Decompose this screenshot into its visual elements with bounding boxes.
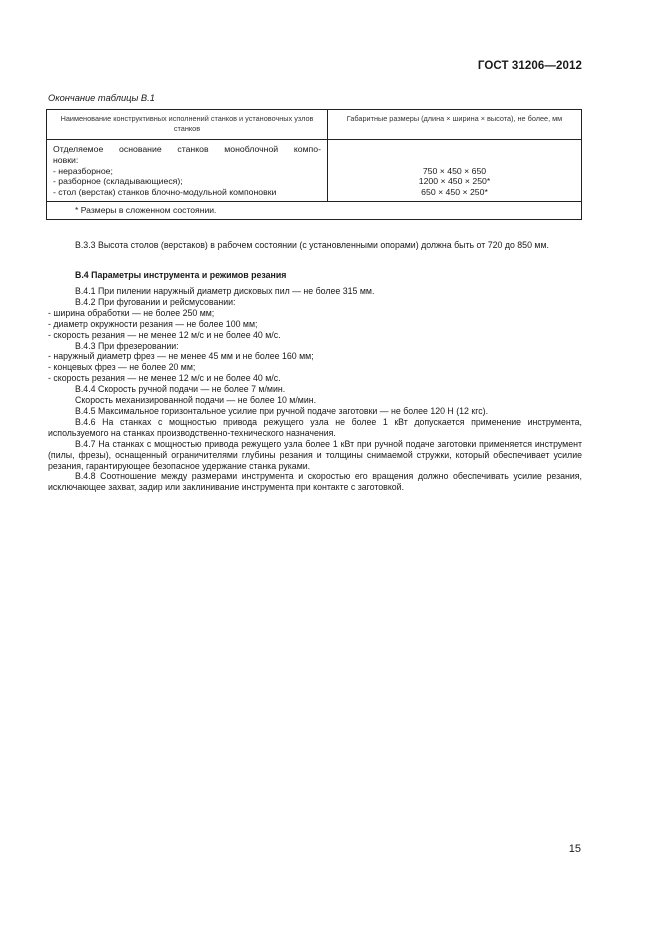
list-item: - концевых фрез — не более 20 мм; [48,362,196,373]
table-header-row [47,110,582,140]
paragraph-b44: В.4.4 Скорость ручной подачи — не более 7 м/мин. [75,384,286,395]
header-cell-name: Наименование конструктивных исполнений станков и установочных узлов станков [47,110,328,140]
table-footnote: * Размеры в сложенном состоянии. [47,201,582,219]
list-item: - скорость резания — не менее 12 м/с и не более 40 м/с. [48,329,281,340]
dimensions-table [46,109,582,220]
section-b4 [48,270,582,281]
header-cell-dimensions: Габаритные размеры (длина × ширина × высота), не более, мм [328,110,582,140]
row-name-line: - стол (верстак) станков блочно-модульной компоновки [53,187,277,198]
page-number: 15 [568,843,581,855]
row-name-line: - неразборное; [53,165,113,176]
row-dimensions-cell [328,140,582,202]
dimension-value: 750 × 450 × 650 [422,165,487,176]
paragraph-b33: В.3.3 Высота столов (верстаков) в рабочем состоянии (с установленными опорами) должна быть от 720 до 850 мм. [75,240,549,250]
body-text [48,240,582,251]
paragraph-b45: В.4.5 Максимальное горизонтальное усилие при ручной подаче заготовки — не более 120 Н (12 кгс). [75,405,489,416]
list-item: - ширина обработки — не более 250 мм; [48,307,215,318]
row-name-line: Отделяемое основание станков моноблочной компо- [53,144,321,154]
section-b4-body [48,286,582,493]
list-item: - диаметр окружности резания — не более 100 мм; [48,318,258,329]
row-name-line: - разборное (складывающиеся); [53,176,183,187]
table-row [47,140,582,202]
paragraph-b43: В.4.3 При фрезеровании: [75,340,179,351]
dimension-value: 1200 × 450 × 250* [418,176,491,187]
list-item: - наружный диаметр фрез — не менее 45 мм и не более 160 мм; [48,351,314,362]
paragraph-b46: В.4.6 На станках с мощностью привода режущего узла не более 1 кВт допускается применение инструмента, используемого на станках производственно-технического назначения. [48,416,582,438]
paragraph-b47: В.4.7 На станках с мощностью привода режущего узла более 1 кВт при ручной подаче заготовки применяется инструмент (пилы, фрезы), оснащенный ограничителями глубины резания и толщины снимаемой стружки, который обеспечивает усилие резания, гарантирующее безопасное удержание станка руками. [48,438,582,471]
table-caption: Окончание таблицы В.1 [48,93,155,103]
paragraph-b42: В.4.2 При фуговании и рейсмусовании: [75,296,236,307]
paragraph-b44-mech: Скорость механизированной подачи — не более 10 м/мин. [75,395,317,406]
section-title: В.4 Параметры инструмента и режимов резания [75,270,287,280]
row-name-line: новки: [53,154,79,165]
dimension-value: 650 × 450 × 250* [421,187,488,198]
paragraph-b41: В.4.1 При пилении наружный диаметр дисковых пил — не более 315 мм. [75,286,375,296]
list-item: - скорость резания — не менее 12 м/с и не более 40 м/с. [48,373,281,384]
table-footnote-row [47,201,582,219]
row-name-cell [47,140,328,202]
paragraph-b48: В.4.8 Соотношение между размерами инструмента и скоростью его вращения должно обеспечивать усилие резания, исключающее захват, задир или заклинивание инструмента при контакте с заготовкой. [48,471,582,493]
document-header: ГОСТ 31206—2012 [477,60,582,72]
